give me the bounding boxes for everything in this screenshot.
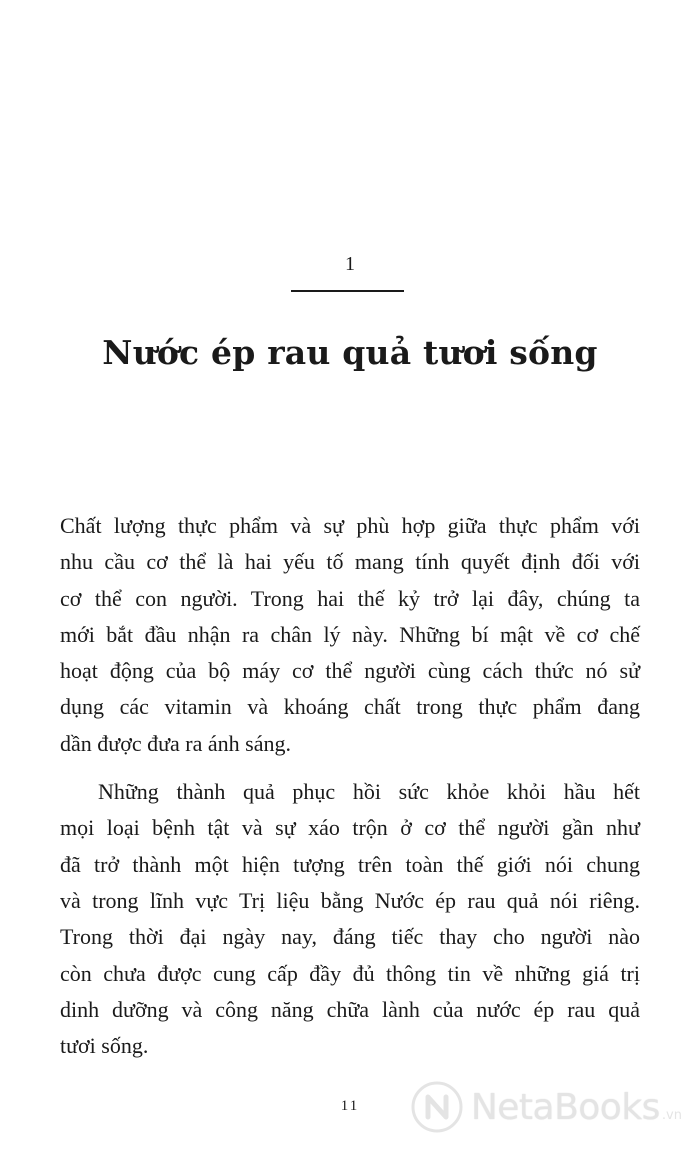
watermark-suffix: .vn: [661, 1108, 682, 1123]
chapter-number: 1: [345, 253, 355, 275]
netabooks-logo-icon: [411, 1081, 463, 1133]
watermark: [411, 1077, 682, 1137]
body-text: [60, 508, 640, 1064]
text-line: cơ thể con người. Trong hai thế kỷ trở lại đây, chúng ta: [60, 585, 640, 611]
watermark-brand: NetaBooks: [470, 1086, 660, 1128]
page-number: 11: [340, 1098, 360, 1114]
text-line: tươi sống.: [60, 1033, 149, 1059]
text-line: dần được đưa ra ánh sáng.: [60, 730, 291, 756]
text-line: nhu cầu cơ thể là hai yếu tố mang tính quyết định đối với: [60, 549, 640, 575]
text-line: và trong lĩnh vực Trị liệu bằng Nước ép rau quả nói riêng.: [60, 887, 640, 913]
paragraph-gap: [60, 762, 640, 774]
text-line: dinh dưỡng và công năng chữa lành của nước ép rau quả: [60, 996, 640, 1022]
text-line: dụng các vitamin và khoáng chất trong thực phẩm đang: [60, 694, 640, 720]
text-line: hoạt động của bộ máy cơ thể người cùng cách thức nó sử: [60, 658, 640, 684]
text-line: mọi loại bệnh tật và sự xáo trộn ở cơ thể người gần như: [60, 815, 640, 841]
chapter-title: Nước ép rau quả tươi sống: [102, 333, 598, 372]
text-line: còn chưa được cung cấp đầy đủ thông tin về những giá trị: [60, 960, 640, 986]
text-line: Trong thời đại ngày nay, đáng tiếc thay cho người nào: [60, 924, 640, 950]
chapter-divider: [291, 290, 404, 292]
text-line: mới bắt đầu nhận ra chân lý này. Những bí mật về cơ chế: [60, 621, 640, 647]
paragraph-2: [60, 774, 640, 1064]
text-line: Chất lượng thực phẩm và sự phù hợp giữa thực phẩm với: [60, 513, 640, 538]
text-line: Những thành quả phục hồi sức khỏe khỏi hầu hết: [98, 779, 640, 805]
text-line: đã trở thành một hiện tượng trên toàn thế giới nói chung: [60, 851, 640, 877]
paragraph-1: [60, 508, 640, 762]
